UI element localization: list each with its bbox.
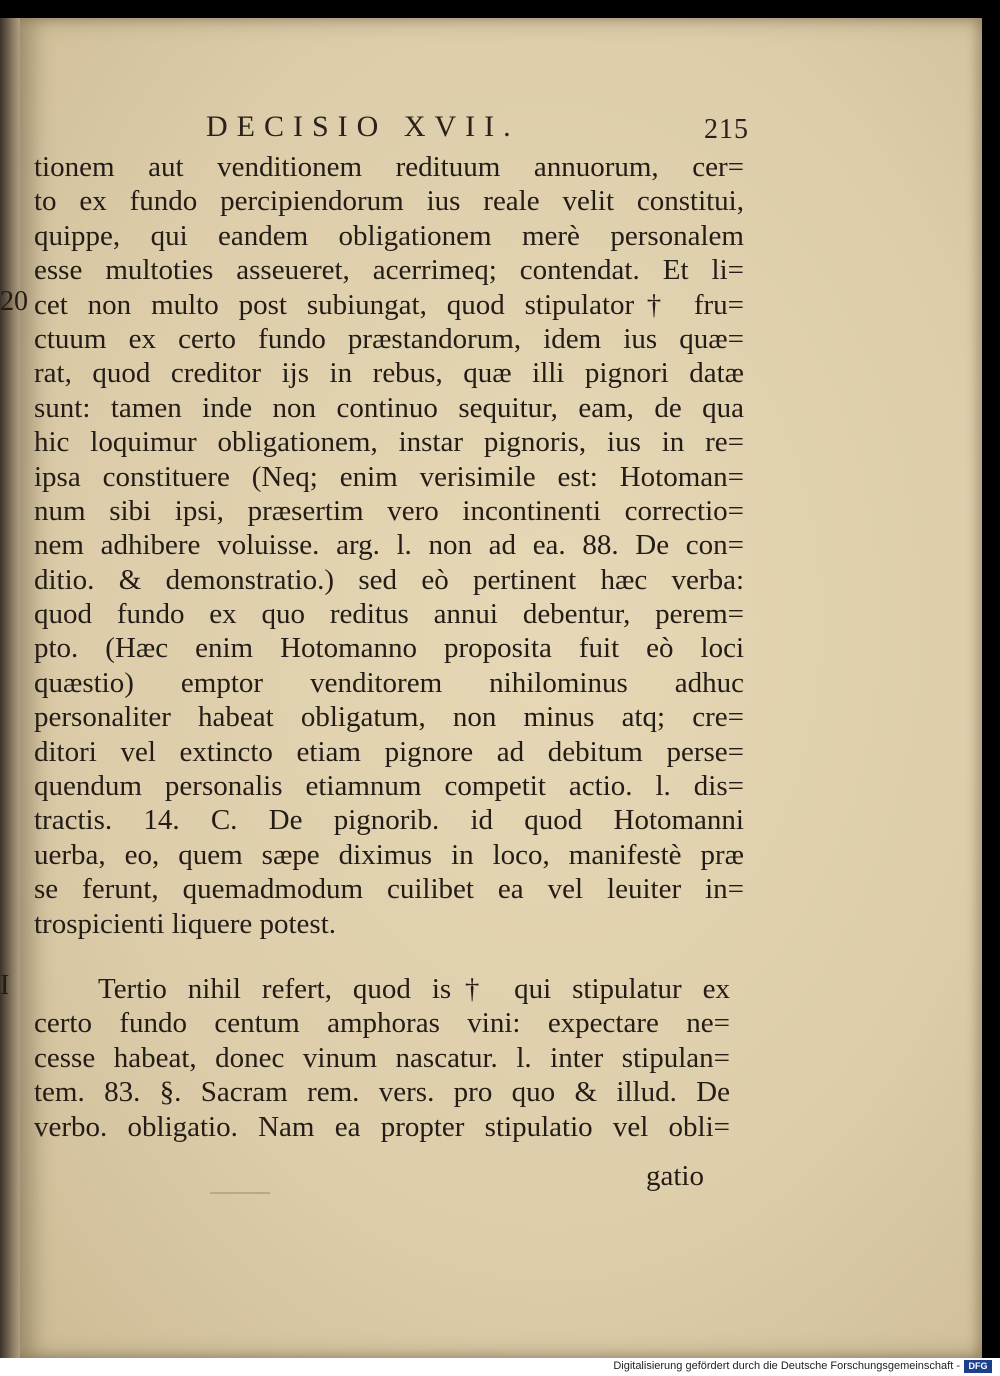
text-line: tem. 83. §. Sacram rem. vers. pro quo & illud. De xyxy=(34,1076,730,1109)
text-line: pto. (Hæc enim Hotomanno proposita fuit eò loci xyxy=(34,632,744,665)
page-number: 215 xyxy=(704,114,749,145)
text-line: quippe, qui eandem obligationem merè personalem xyxy=(34,219,744,252)
text-line: uerba, eo, quem sæpe diximus in loco, manifestè præ xyxy=(34,838,744,871)
paragraph-one xyxy=(34,150,744,941)
dfg-logo-icon[interactable]: DFG xyxy=(964,1360,992,1373)
text-line: cesse habeat, donec vinum nascatur. l. inter stipulan= xyxy=(34,1041,730,1074)
digitization-credit: Digitalisierung gefördert durch die Deutsche Forschungsgemeinschaft - xyxy=(613,1360,960,1372)
catchword: gatio xyxy=(646,1160,704,1192)
text-line: Tertio nihil refert, quod is† qui stipulatur ex xyxy=(98,973,730,1005)
text-line: trospicienti liquere potest. xyxy=(34,907,337,940)
text-line: ditori vel extincto etiam pignore ad debitum perse= xyxy=(34,735,744,768)
text-line: se ferunt, quemadmodum cuilibet ea vel leuiter in= xyxy=(34,873,744,906)
text-line: certo fundo centum amphoras vini: expectare ne= xyxy=(34,1007,730,1040)
text-line: tionem aut venditionem redituum annuorum, cer= xyxy=(34,151,744,183)
running-head: DECISIO XVII. xyxy=(206,110,520,143)
text-line: personaliter habeat obligatum, non minus atq; cre= xyxy=(34,701,744,734)
text-line: cet non multo post subiungat, quod stipulator† fru= xyxy=(34,288,744,321)
text-line: quod fundo ex quo reditus annui debentur, perem= xyxy=(34,598,744,631)
text-line: tractis. 14. C. De pignorib. id quod Hotomanni xyxy=(34,804,744,837)
margin-number-bottom: I xyxy=(0,970,10,1001)
text-line: ipsa constituere (Neq; enim verisimile est: Hotoman= xyxy=(34,460,744,493)
text-line: quendum personalis etiamnum competit actio. l. dis= xyxy=(34,770,744,803)
paragraph-two xyxy=(34,972,730,1144)
text-line: hic loquimur obligationem, instar pignoris, ius in re= xyxy=(34,426,744,459)
text-line: nem adhibere voluisse. arg. l. non ad ea. 88. De con= xyxy=(34,529,744,562)
margin-number-top: 20 xyxy=(0,286,28,317)
text-line: quæstio) emptor venditorem nihilominus adhuc xyxy=(34,666,744,699)
faint-mark xyxy=(210,1192,270,1194)
text-line: verbo. obligatio. Nam ea propter stipulatio vel obli= xyxy=(34,1110,730,1143)
text-line: ctuum ex certo fundo præstandorum, idem ius quæ= xyxy=(34,322,744,355)
text-line: to ex fundo percipiendorum ius reale velit constitui, xyxy=(34,185,744,218)
text-line: ditio. & demonstratio.) sed eò pertinent hæc verba: xyxy=(34,563,744,596)
text-line: sunt: tamen inde non continuo sequitur, eam, de qua xyxy=(34,391,744,424)
text-line: esse multoties asseueret, acerrimeq; contendat. Et li= xyxy=(34,254,744,287)
text-line: num sibi ipsi, præsertim vero incontinenti correctio= xyxy=(34,494,744,527)
text-line: rat, quod creditor ijs in rebus, quæ illi pignori datæ xyxy=(34,357,744,390)
